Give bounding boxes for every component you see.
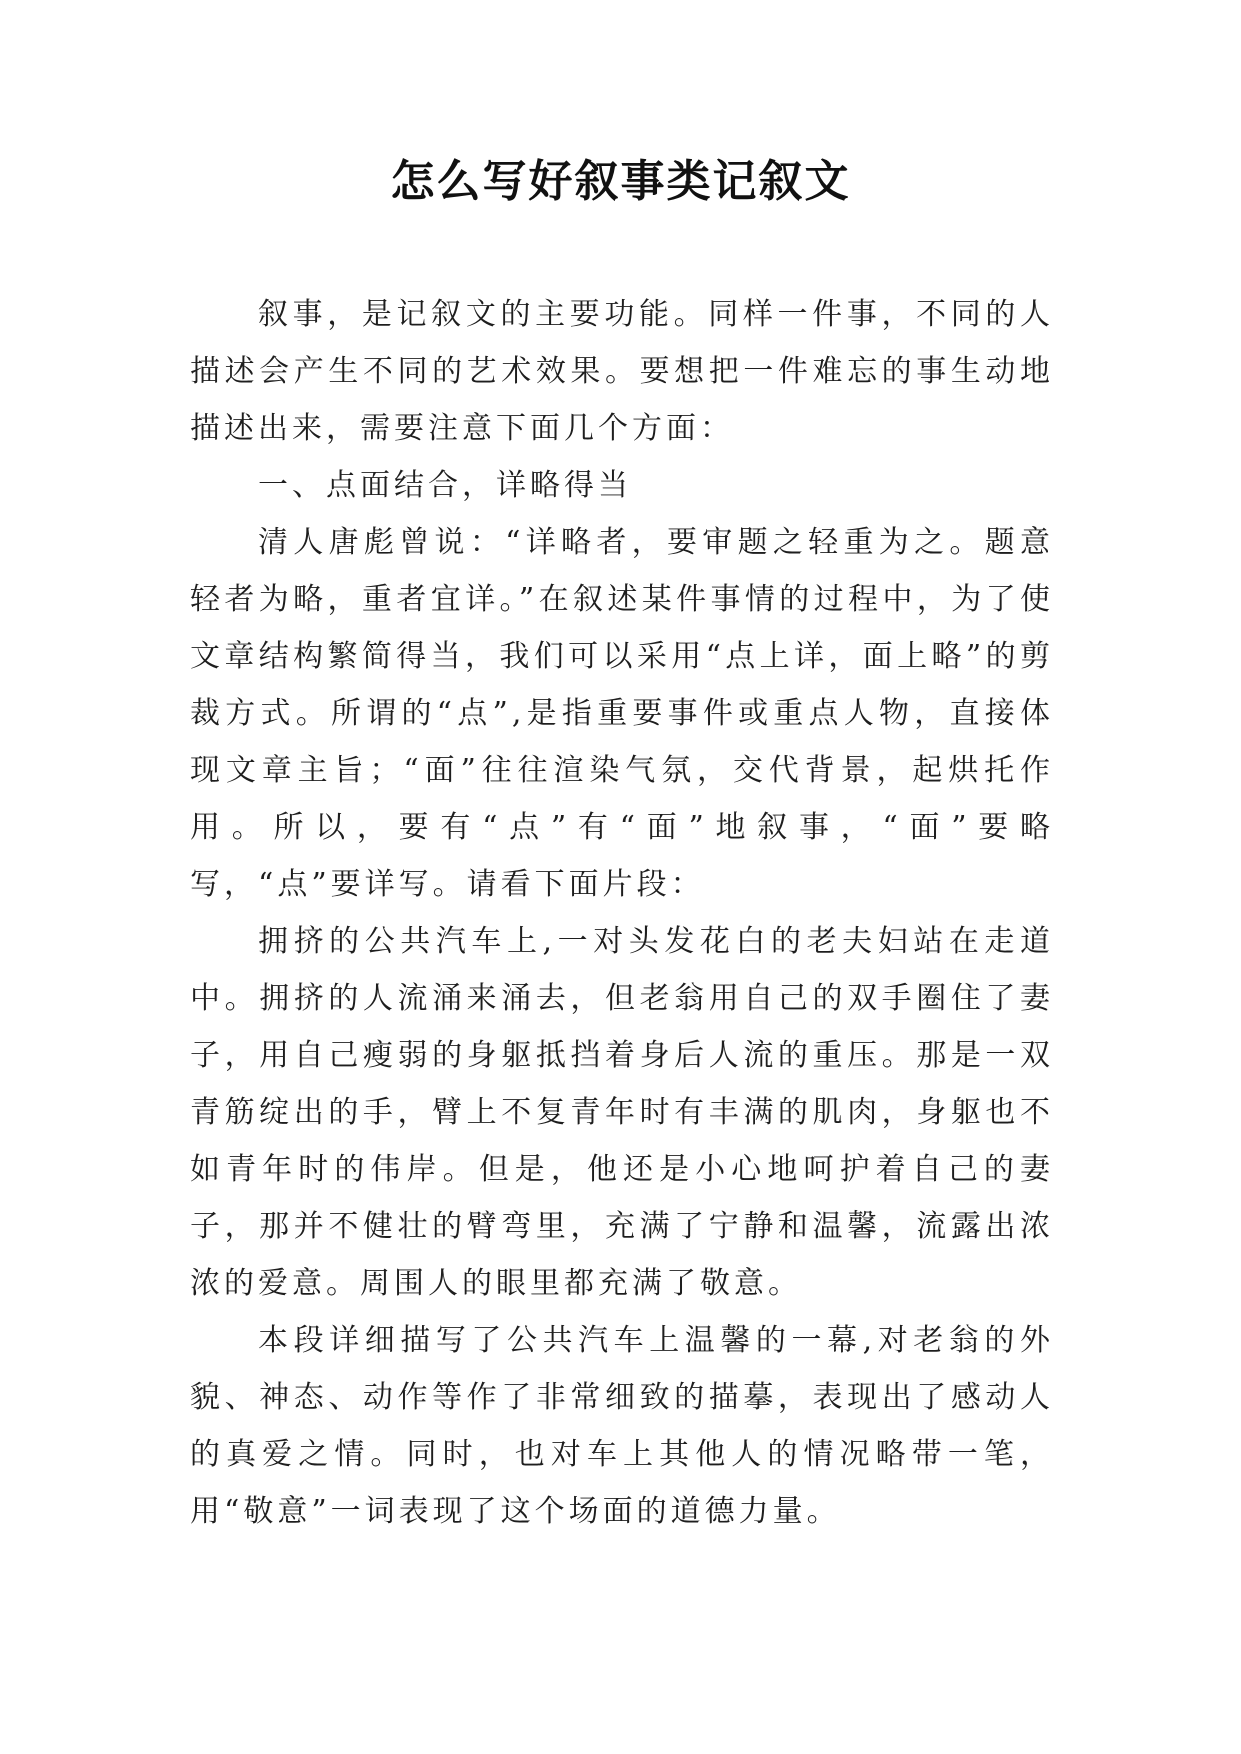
document-body <box>190 286 1054 1540</box>
document-title: 怎么写好叙事类记叙文 <box>390 156 851 207</box>
paragraph-quote: 清人唐彪曾说：“详略者，要审题之轻重为之。题意轻者为略，重者宜详。”在叙述某件事情的过程中，为了使文章结构繁简得当，我们可以采用“点上详，面上略”的剪裁方式。所谓的“点”,是指重要事件或重点人物，直接体现文章主旨；“面”往往渲染气氛，交代背景，起烘托作用。所以，要有“点”有“面”地叙事，“面”要略写，“点”要详写。请看下面片段： <box>190 525 1054 902</box>
section-heading: 一、点面结合，详略得当 <box>258 468 632 503</box>
paragraph-intro: 叙事，是记叙文的主要功能。同样一件事，不同的人描述会产生不同的艺术效果。要想把一件难忘的事生动地描述出来，需要注意下面几个方面： <box>190 297 1054 446</box>
paragraph-analysis: 本段详细描写了公共汽车上温馨的一幕,对老翁的外貌、神态、动作等作了非常细致的描摹，表现出了感动人的真爱之情。同时，也对车上其他人的情况略带一笔，用“敬意”一词表现了这个场面的道德力量。 <box>190 1323 1054 1529</box>
paragraph-example: 拥挤的公共汽车上,一对头发花白的老夫妇站在走道中。拥挤的人流涌来涌去，但老翁用自己的双手圈住了妻子，用自己瘦弱的身躯抵挡着身后人流的重压。那是一双青筋绽出的手，臂上不复青年时有丰满的肌肉，身躯也不如青年时的伟岸。但是，他还是小心地呵护着自己的妻子，那并不健壮的臂弯里，充满了宁静和温馨，流露出浓浓的爱意。周围人的眼里都充满了敬意。 <box>190 924 1054 1301</box>
